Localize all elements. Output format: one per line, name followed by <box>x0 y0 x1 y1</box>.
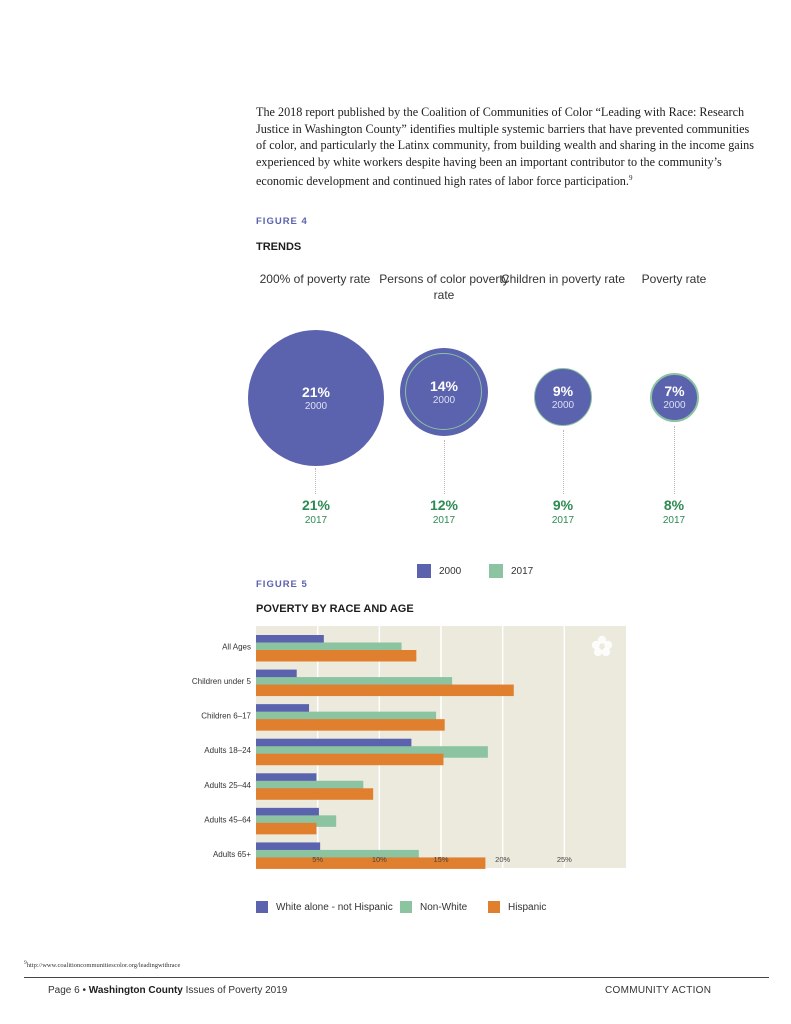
chart-legend-nonwhite <box>400 901 467 913</box>
trend-year-2000: 2000 <box>304 400 328 412</box>
footer-doc-title: Issues of Poverty 2019 <box>185 985 288 996</box>
figure-5-title: POVERTY BY RACE AND AGE <box>256 603 414 615</box>
trend-connector <box>315 468 316 494</box>
trend-value-2000: 9% <box>552 382 574 399</box>
footnote <box>24 960 180 969</box>
poverty-bar-chart <box>170 620 630 875</box>
trend-circle-200pct <box>248 330 384 466</box>
trend-label-persons-of-color: Persons of color poverty rate <box>379 272 509 302</box>
trend-2017-children <box>523 497 603 527</box>
intro-paragraph <box>256 104 756 190</box>
bar-hispanic <box>256 857 485 869</box>
footnote-link[interactable]: http://www.coalitioncommunitiescolor.org/leadingwithrace <box>26 962 181 970</box>
tick-label: 15% <box>433 855 449 864</box>
trend-2017-persons-of-color <box>404 497 484 527</box>
trend-circle-poverty-rate <box>650 373 699 422</box>
footnote-ref: 9 <box>628 174 633 182</box>
category-label: Children under 5 <box>191 677 251 687</box>
trend-year-2000: 2000 <box>663 400 686 411</box>
footer-org: COMMUNITY ACTION <box>605 985 712 996</box>
trend-2017-200pct <box>276 497 356 527</box>
legend-swatch <box>488 901 500 913</box>
footer-divider <box>24 977 769 978</box>
trend-circle-children <box>534 368 592 426</box>
flower-petal <box>602 648 610 656</box>
legend-swatch <box>256 901 268 913</box>
legend-label: Non-White <box>420 901 468 913</box>
footer-left <box>48 985 287 996</box>
legend-label: White alone - not Hispanic <box>276 901 393 913</box>
category-label: Adults 18–24 <box>204 746 251 756</box>
trend-legend-2017 <box>489 564 533 578</box>
category-label: Adults 25–44 <box>204 780 251 790</box>
tick-label: 10% <box>371 855 387 864</box>
tick-label: 25% <box>556 855 572 864</box>
trend-year-2017: 2017 <box>304 515 328 526</box>
trend-value-2017: 8% <box>663 497 685 513</box>
trend-circle-persons-of-color <box>400 348 488 436</box>
trend-connector <box>563 430 564 494</box>
trend-year-2017: 2017 <box>551 515 575 526</box>
bar-hispanic <box>256 788 373 800</box>
trend-year-2017: 2017 <box>432 515 456 526</box>
chart-legend-hispanic <box>488 901 546 913</box>
trend-value-2000: 21% <box>301 383 331 400</box>
trend-label-200pct: 200% of poverty rate <box>259 272 371 286</box>
legend-swatch <box>400 901 412 913</box>
bar-hispanic <box>256 754 443 766</box>
bar-hispanic <box>256 685 514 697</box>
category-label: Adults 45–64 <box>204 815 251 825</box>
footnote-marker: 9 <box>24 960 27 966</box>
trend-value-2000: 7% <box>664 383 685 399</box>
figure-4-label: FIGURE 4 <box>256 216 308 227</box>
page-number: Page 6 <box>48 985 80 996</box>
trend-year-2000: 2000 <box>432 394 456 406</box>
flower-petal <box>592 641 600 649</box>
legend-swatch <box>417 564 431 578</box>
tick-label: 20% <box>495 855 511 864</box>
figure-5-label: FIGURE 5 <box>256 579 308 590</box>
trend-2017-poverty-rate <box>634 497 714 527</box>
legend-swatch <box>489 564 503 578</box>
trend-ring-2017 <box>405 353 482 430</box>
trend-legend-2000 <box>417 564 461 578</box>
trend-connector <box>674 426 675 494</box>
trend-value-2000: 14% <box>429 377 459 394</box>
category-label: All Ages <box>222 642 251 652</box>
trend-year-2000: 2000 <box>551 399 575 411</box>
legend-label: Hispanic <box>508 901 547 913</box>
trend-year-2017: 2017 <box>662 515 686 526</box>
category-label: Adults 65+ <box>212 849 251 859</box>
trend-value-2017: 9% <box>552 497 574 513</box>
legend-label: 2017 <box>511 565 534 577</box>
trend-value-2017: 21% <box>301 497 331 513</box>
bar-hispanic <box>256 719 445 731</box>
flower-center <box>599 643 604 648</box>
trend-label-poverty-rate: Poverty rate <box>641 272 707 286</box>
footer-bullet: • <box>82 985 86 996</box>
legend-label: 2000 <box>439 565 462 577</box>
footer-county: Washington County <box>88 985 183 996</box>
tick-label: 5% <box>312 855 324 864</box>
figure-4-title: TRENDS <box>256 241 302 253</box>
intro-text: The 2018 report published by the Coalition of Communities of Color “Leading with Race: Research Justice in Washington County” identifies multiple systemic barriers that have prevented communities of color, and particularly the Latinx community, from building wealth and sharing in the income gains experienced by white workers despite having been an important contributor to the community’s economic development and continued high rates of labor force participation. <box>256 105 754 189</box>
trend-label-children: Children in poverty rate <box>500 272 626 286</box>
bar-hispanic <box>256 650 416 662</box>
category-label: Children 6–17 <box>201 711 251 721</box>
trend-connector <box>444 440 445 494</box>
chart-legend-white <box>256 901 393 913</box>
trend-value-2017: 12% <box>429 497 459 513</box>
bar-hispanic <box>256 823 316 835</box>
